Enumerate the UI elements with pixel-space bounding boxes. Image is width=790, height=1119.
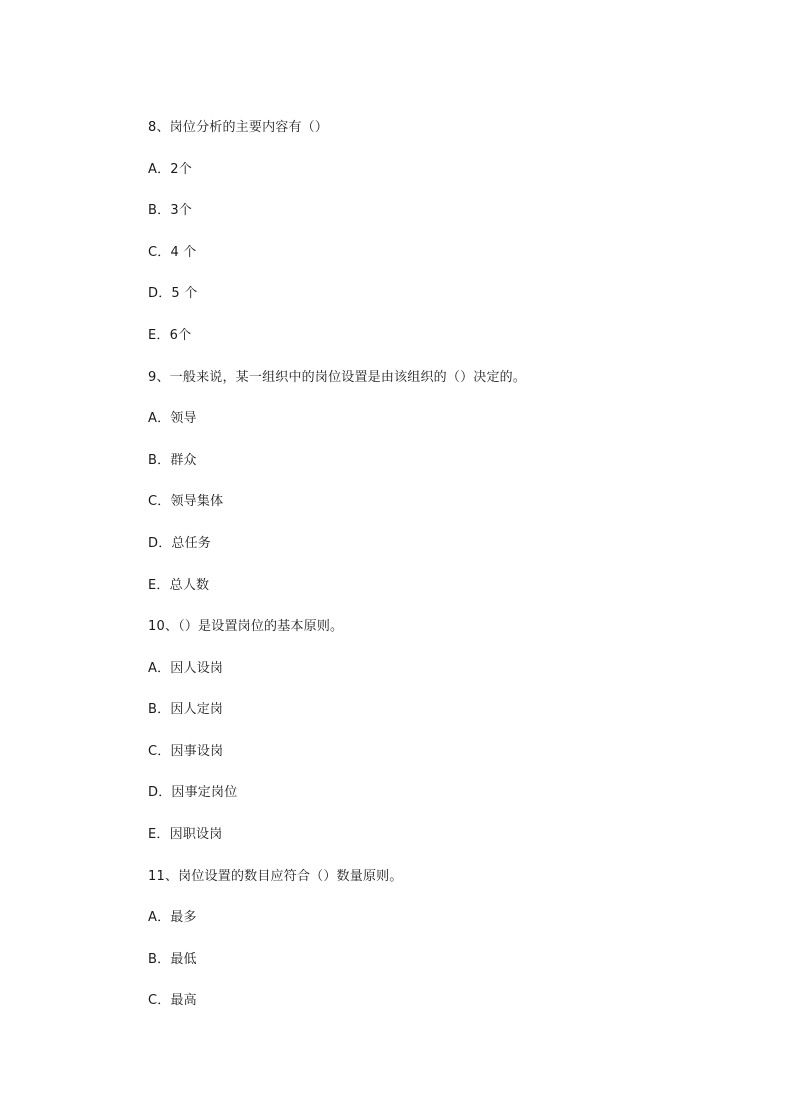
question-8-option-c: C．4 个 (148, 245, 197, 260)
question-9-option-d: D．总任务 (148, 536, 212, 551)
question-11-option-c: C．最高 (148, 993, 197, 1008)
question-11-option-a: A．最多 (148, 910, 197, 925)
question-9-option-b: B．群众 (148, 453, 197, 468)
question-10-option-e: E．因职设岗 (148, 827, 223, 842)
question-8-option-a: A．2个 (148, 162, 192, 177)
question-8-stem: 8、岗位分析的主要内容有（） (148, 120, 329, 135)
question-11-option-b: B．最低 (148, 952, 197, 967)
question-10-option-d: D．因事定岗位 (148, 785, 238, 800)
question-10-option-b: B．因人定岗 (148, 702, 224, 717)
question-10-stem: 10、（）是设置岗位的基本原则。 (148, 619, 344, 634)
question-10-option-c: C．因事设岗 (148, 744, 224, 759)
question-9-option-c: C．领导集体 (148, 494, 224, 509)
question-10-option-a: A．因人设岗 (148, 661, 224, 676)
question-9-option-a: A．领导 (148, 411, 197, 426)
question-8-option-d: D．5 个 (148, 286, 198, 301)
question-9-stem: 9、一般来说，某一组织中的岗位设置是由该组织的（）决定的。 (148, 370, 527, 385)
question-9-option-e: E．总人数 (148, 578, 210, 593)
question-8-option-b: B．3个 (148, 203, 192, 218)
question-8-option-e: E．6个 (148, 328, 192, 343)
question-11-stem: 11、岗位设置的数目应符合（）数量原则。 (148, 869, 403, 884)
